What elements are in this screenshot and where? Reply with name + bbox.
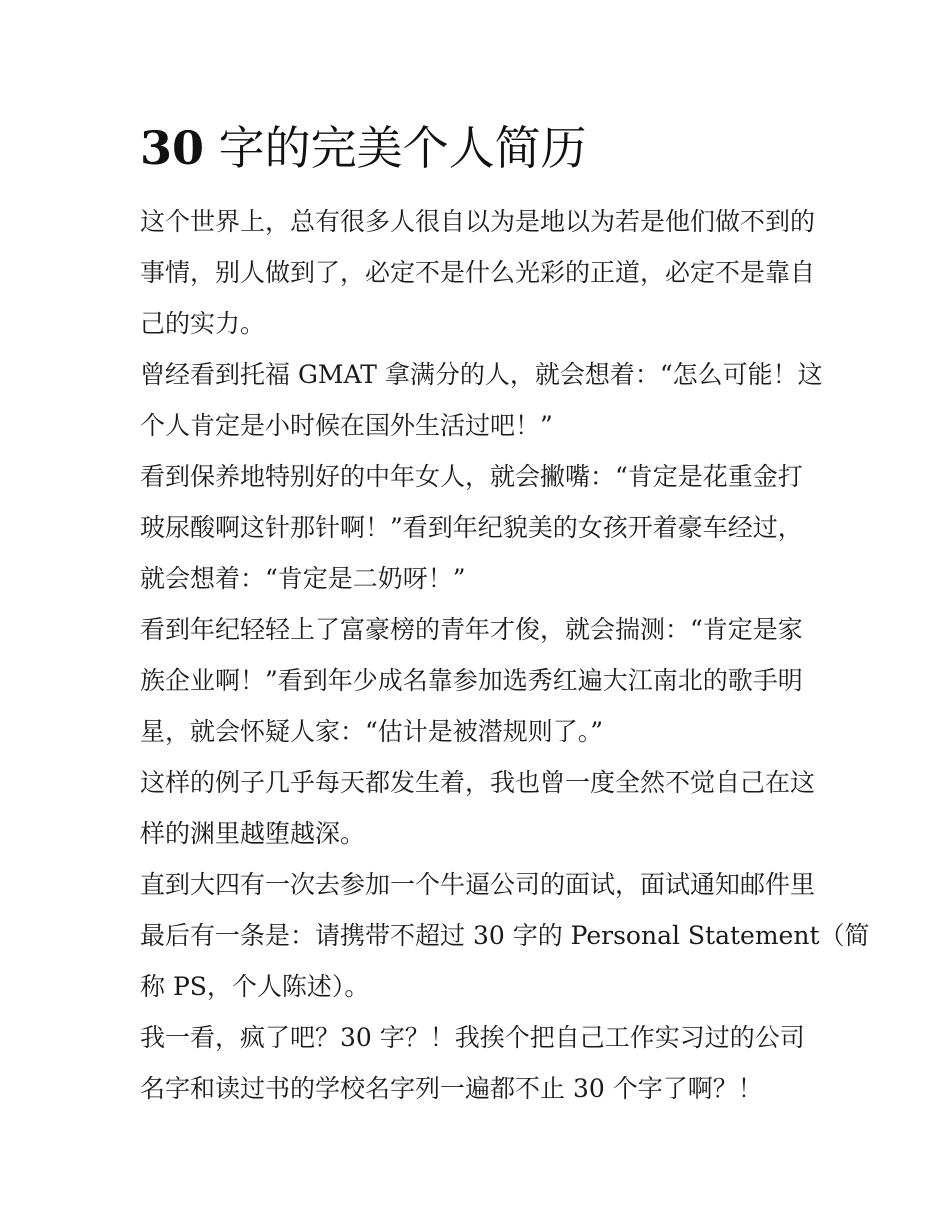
text-line: 看到年纪轻轻上了富豪榜的青年才俊，就会揣测：“肯定是家	[140, 615, 803, 644]
text-line: 星，就会怀疑人家：“估计是被潜规则了。”	[140, 717, 604, 746]
text-line: 就会想着：“肯定是二奶呀！”	[140, 564, 466, 593]
text-line: 个人肯定是小时候在国外生活过吧！”	[140, 411, 553, 440]
paragraph	[140, 349, 823, 451]
paragraph	[140, 1012, 812, 1114]
text-line: 事情，别人做到了，必定不是什么光彩的正道，必定不是靠自	[140, 258, 816, 287]
text-line: 称 PS，个人陈述）。	[140, 972, 370, 1001]
text-line: 这个世界上，总有很多人很自以为是地以为若是他们做不到的	[140, 207, 816, 236]
paragraph	[140, 859, 870, 1012]
text-line: 己的实力。	[140, 309, 266, 338]
paragraph	[140, 451, 812, 604]
title-text: 字的完美个人简历	[204, 121, 587, 175]
text-line: 族企业啊！”看到年少成名靠参加选秀红遍大江南北的歌手明	[140, 666, 803, 695]
paragraph	[140, 196, 816, 349]
text-line: 这样的例子几乎每天都发生着，我也曾一度全然不觉自己在这	[140, 768, 816, 797]
text-line: 玻尿酸啊这针那针啊！”看到年纪貌美的女孩开着豪车经过，	[140, 513, 803, 542]
title-number: 30	[140, 121, 205, 175]
page-title	[140, 118, 587, 178]
text-line: 名字和读过书的学校名字列一遍都不止 30 个字了啊？！	[140, 1074, 763, 1103]
article-body	[140, 196, 870, 1114]
text-line: 我一看，疯了吧？30 字？！我挨个把自己工作实习过的公司	[140, 1023, 805, 1052]
text-line: 最后有一条是：请携带不超过 30 字的 Personal Statement（简	[140, 921, 870, 950]
text-line: 看到保养地特别好的中年女人，就会撇嘴：“肯定是花重金打	[140, 462, 803, 491]
text-line: 曾经看到托福 GMAT 拿满分的人，就会想着：“怎么可能！这	[140, 360, 823, 389]
paragraph	[140, 757, 816, 859]
paragraph	[140, 604, 812, 757]
text-line: 直到大四有一次去参加一个牛逼公司的面试，面试通知邮件里	[140, 870, 816, 899]
text-line: 样的渊里越堕越深。	[140, 819, 366, 848]
